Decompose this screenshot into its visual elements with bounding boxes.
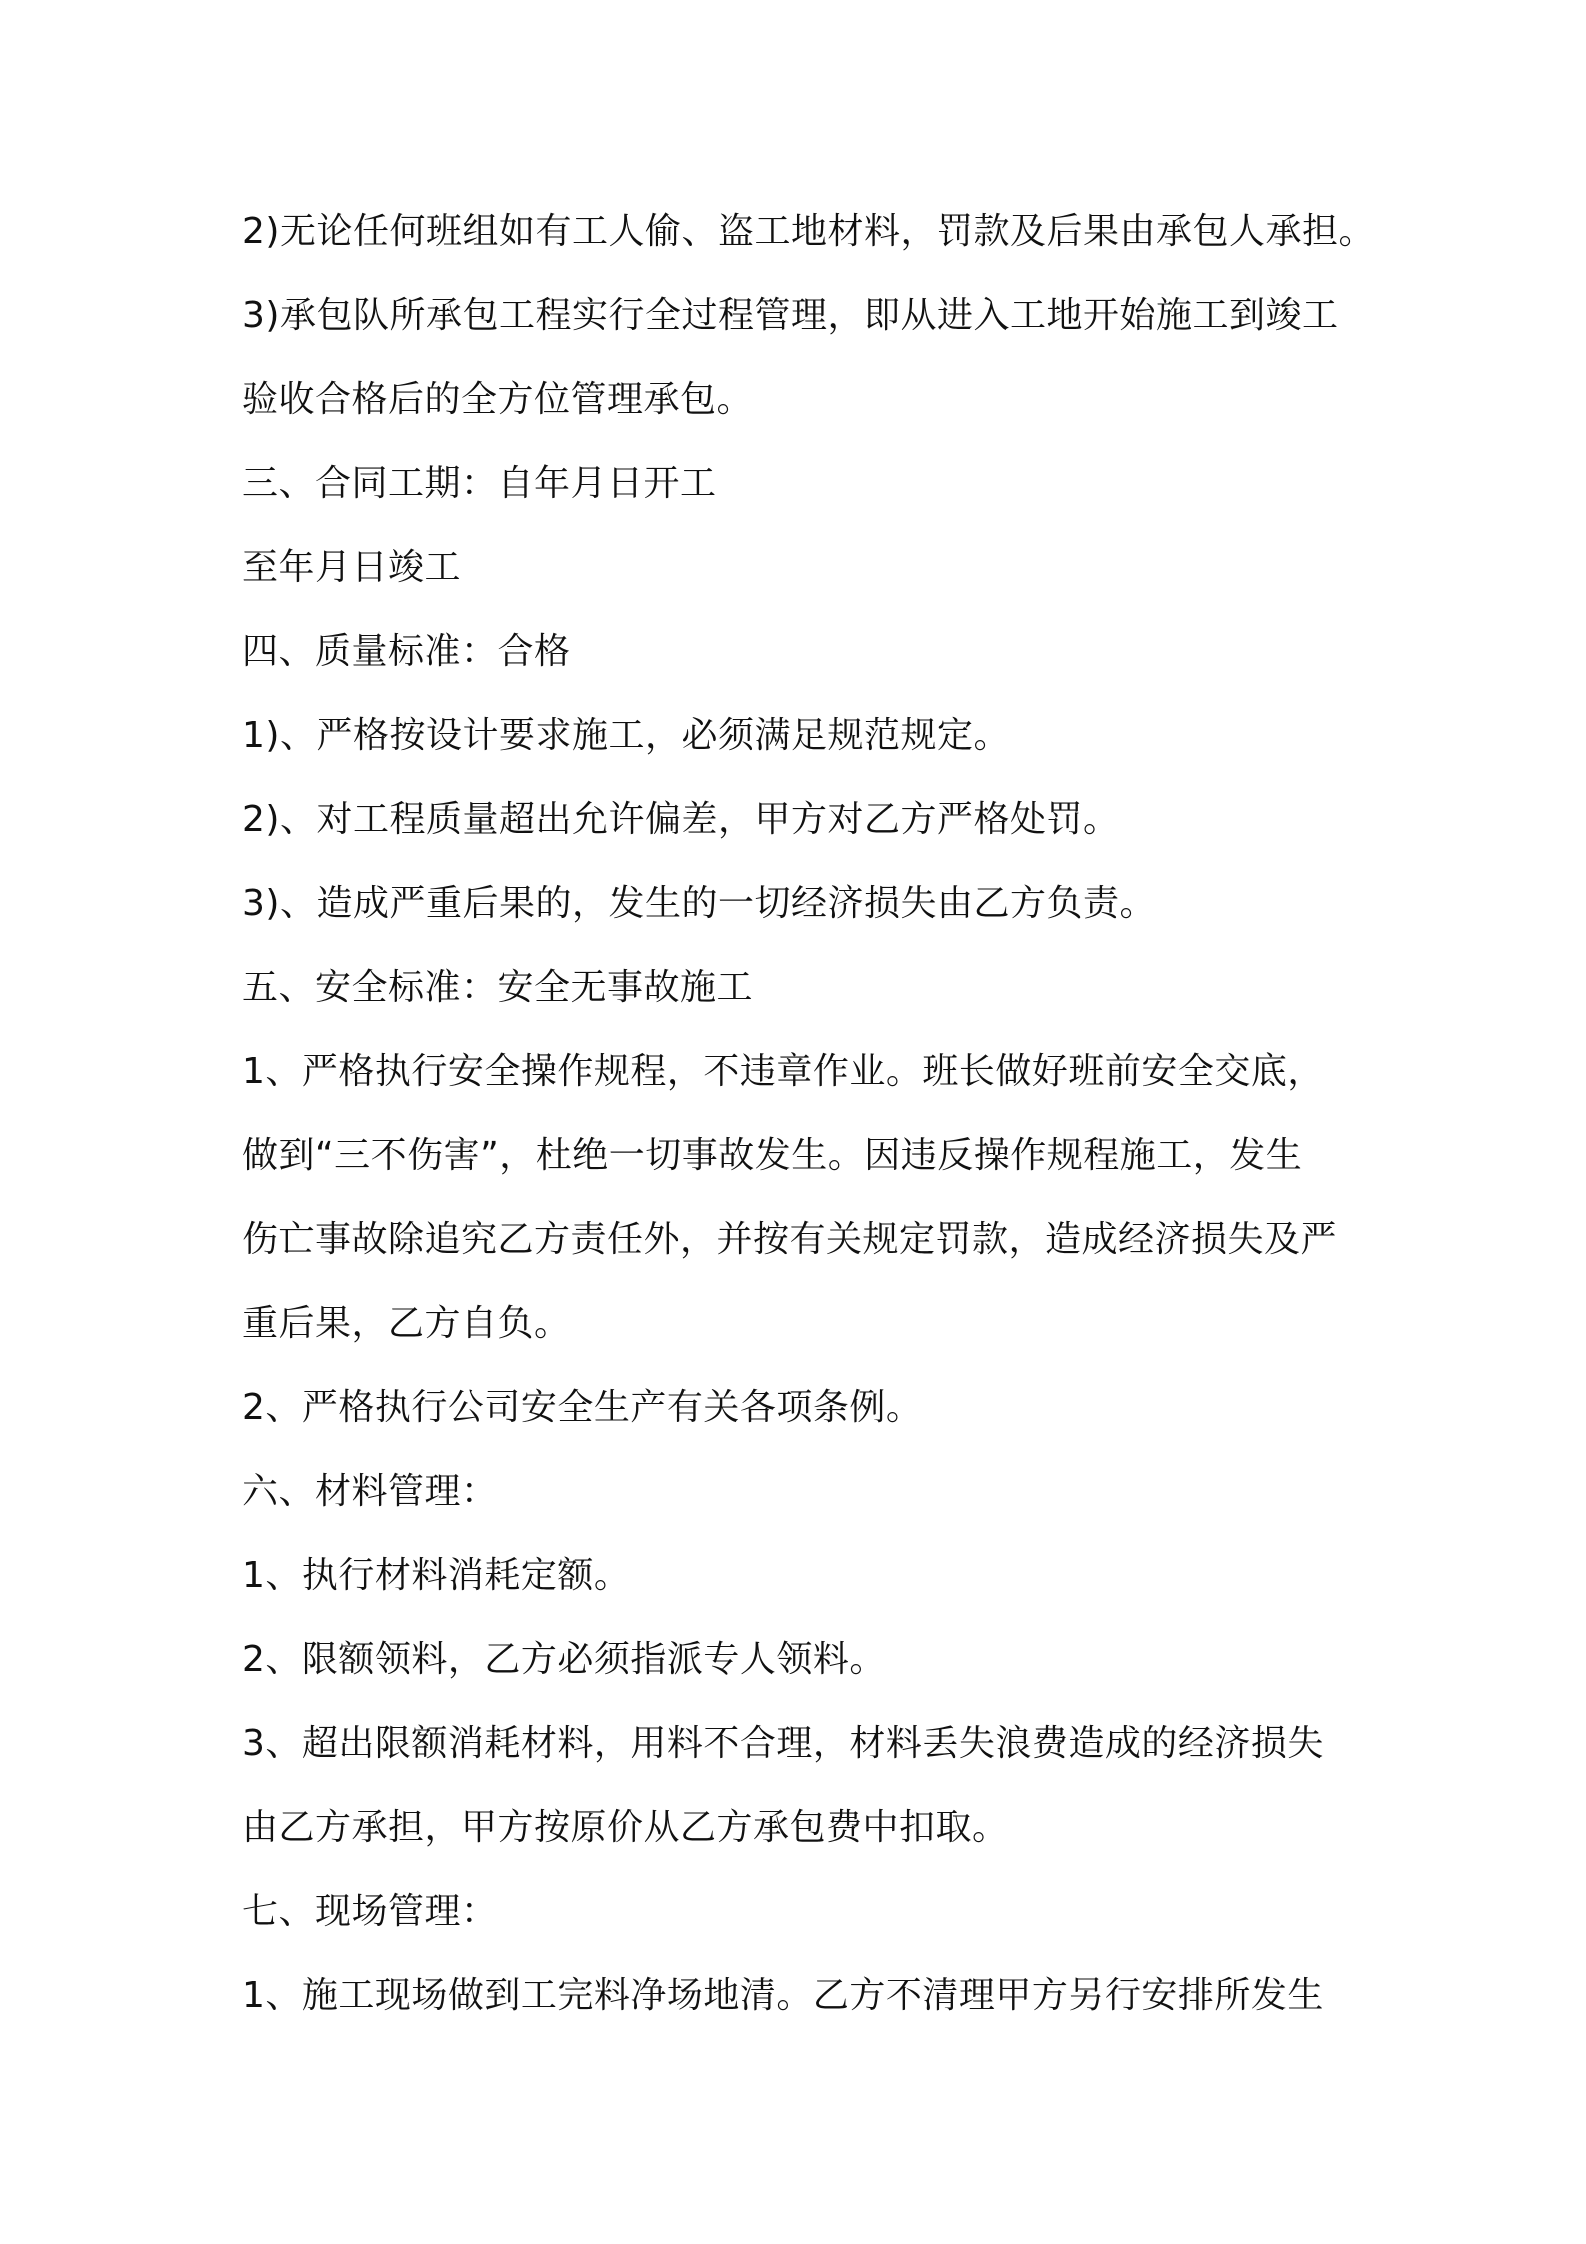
section-heading-safety: 五、安全标准：安全无事故施工 xyxy=(242,967,754,1008)
text-line-2: 3)承包队所承包工程实行全过程管理，即从进入工地开始施工到竣工 xyxy=(242,295,1339,336)
text-line-1: 2)无论任何班组如有工人偷、盗工地材料，罚款及后果由承包人承担。 xyxy=(242,211,1375,252)
text-line-5: 至年月日竣工 xyxy=(242,547,462,588)
text-line-12: 做到“三不伤害”，杜绝一切事故发生。因违反操作规程施工，发生 xyxy=(242,1135,1303,1176)
text-line-22: 1、施工现场做到工完料净场地清。乙方不清理甲方另行安排所发生 xyxy=(242,1975,1324,2016)
section-heading-materials: 六、材料管理： xyxy=(242,1471,498,1512)
text-line-3: 验收合格后的全方位管理承包。 xyxy=(242,379,754,420)
section-heading-site-management: 七、现场管理： xyxy=(242,1891,498,1932)
text-line-15: 2、严格执行公司安全生产有关各项条例。 xyxy=(242,1387,923,1428)
text-line-11: 1、严格执行安全操作规程，不违章作业。班长做好班前安全交底， xyxy=(242,1051,1324,1092)
text-line-13: 伤亡事故除追究乙方责任外，并按有关规定罚款，造成经济损失及严 xyxy=(242,1219,1338,1260)
text-line-17: 1、执行材料消耗定额。 xyxy=(242,1555,631,1596)
document-body xyxy=(242,190,1375,2038)
text-line-20: 由乙方承担，甲方按原价从乙方承包费中扣取。 xyxy=(242,1807,1009,1848)
text-line-19: 3、超出限额消耗材料，用料不合理，材料丢失浪费造成的经济损失 xyxy=(242,1723,1324,1764)
text-line-9: 3)、造成严重后果的，发生的一切经济损失由乙方负责。 xyxy=(242,883,1156,924)
section-heading-quality: 四、质量标准：合格 xyxy=(242,631,571,672)
section-heading-schedule: 三、合同工期：自年月日开工 xyxy=(242,463,717,504)
text-line-7: 1)、严格按设计要求施工，必须满足规范规定。 xyxy=(242,715,1010,756)
text-line-18: 2、限额领料，乙方必须指派专人领料。 xyxy=(242,1639,886,1680)
text-line-8: 2)、对工程质量超出允许偏差，甲方对乙方严格处罚。 xyxy=(242,799,1120,840)
text-line-14: 重后果，乙方自负。 xyxy=(242,1303,571,1344)
